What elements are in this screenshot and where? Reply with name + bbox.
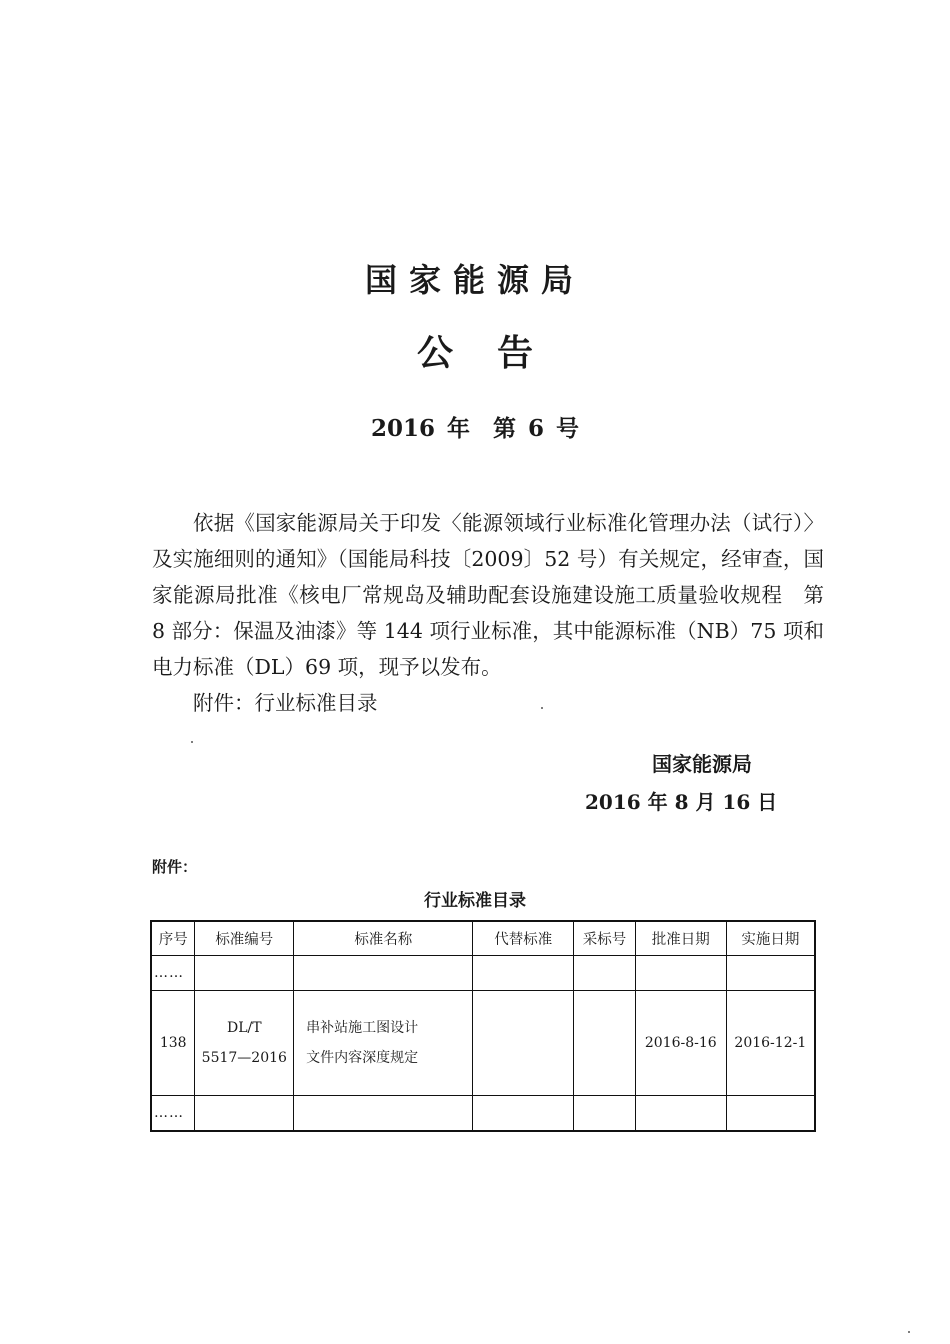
column-header: 采标号 xyxy=(574,921,636,956)
attachment-note: 附件：行业标准目录 xyxy=(193,691,378,715)
table-row xyxy=(151,991,815,1096)
column-header: 批准日期 xyxy=(635,921,726,956)
standards-table xyxy=(150,920,816,1132)
column-header: 序号 xyxy=(151,921,195,956)
effective-date-cell: 2016-12-1 xyxy=(726,991,815,1096)
code-line: DL/T xyxy=(227,1020,262,1036)
adopted-cell xyxy=(574,991,636,1096)
issuing-organization: 国家能源局 xyxy=(364,261,585,299)
name-line: 串补站施工图设计 xyxy=(306,1020,419,1036)
signature-organization: 国家能源局 xyxy=(652,752,752,776)
code-cell xyxy=(195,991,294,1096)
approval-date-cell: 2016-8-16 xyxy=(635,991,726,1096)
scan-speck xyxy=(908,1331,910,1333)
attachment-label: 附件： xyxy=(152,858,198,876)
announcement-number: 2016 年 第 6 号 xyxy=(370,415,580,442)
code-line: 5517—2016 xyxy=(201,1050,287,1066)
column-header: 标准名称 xyxy=(294,921,473,956)
table-row xyxy=(151,1096,815,1132)
name-cell xyxy=(294,991,473,1096)
seq-cell: 138 xyxy=(151,991,195,1096)
scan-speck xyxy=(541,707,543,709)
name-line: 文件内容深度规定 xyxy=(306,1050,419,1066)
ellipsis-cell: …… xyxy=(151,956,195,991)
body-paragraph: 依据《国家能源局关于印发〈能源领域行业标准化管理办法（试行）〉及实施细则的通知》（国能局科技〔2009〕52 号）有关规定，经审查，国家能源局批准《核电厂常规岛及辅助配套设施建设施工质量验收规程 第 8 部分：保温及油漆》等 144 项行业标准，其中能源标准（NB）75 项和电力标准（DL）69 项，现予以发布。 xyxy=(152,511,824,679)
table-header-row xyxy=(151,921,815,956)
document-title: 公告 xyxy=(416,333,577,374)
scan-speck xyxy=(191,741,193,743)
column-header: 代替标准 xyxy=(473,921,574,956)
signature-date: 2016 年 8 月 16 日 xyxy=(585,790,778,814)
announcement-body xyxy=(152,505,824,721)
column-header: 标准编号 xyxy=(195,921,294,956)
ellipsis-cell: …… xyxy=(151,1096,195,1132)
table-row xyxy=(151,956,815,991)
replaced-cell xyxy=(473,991,574,1096)
table-title: 行业标准目录 xyxy=(424,891,526,911)
column-header: 实施日期 xyxy=(726,921,815,956)
